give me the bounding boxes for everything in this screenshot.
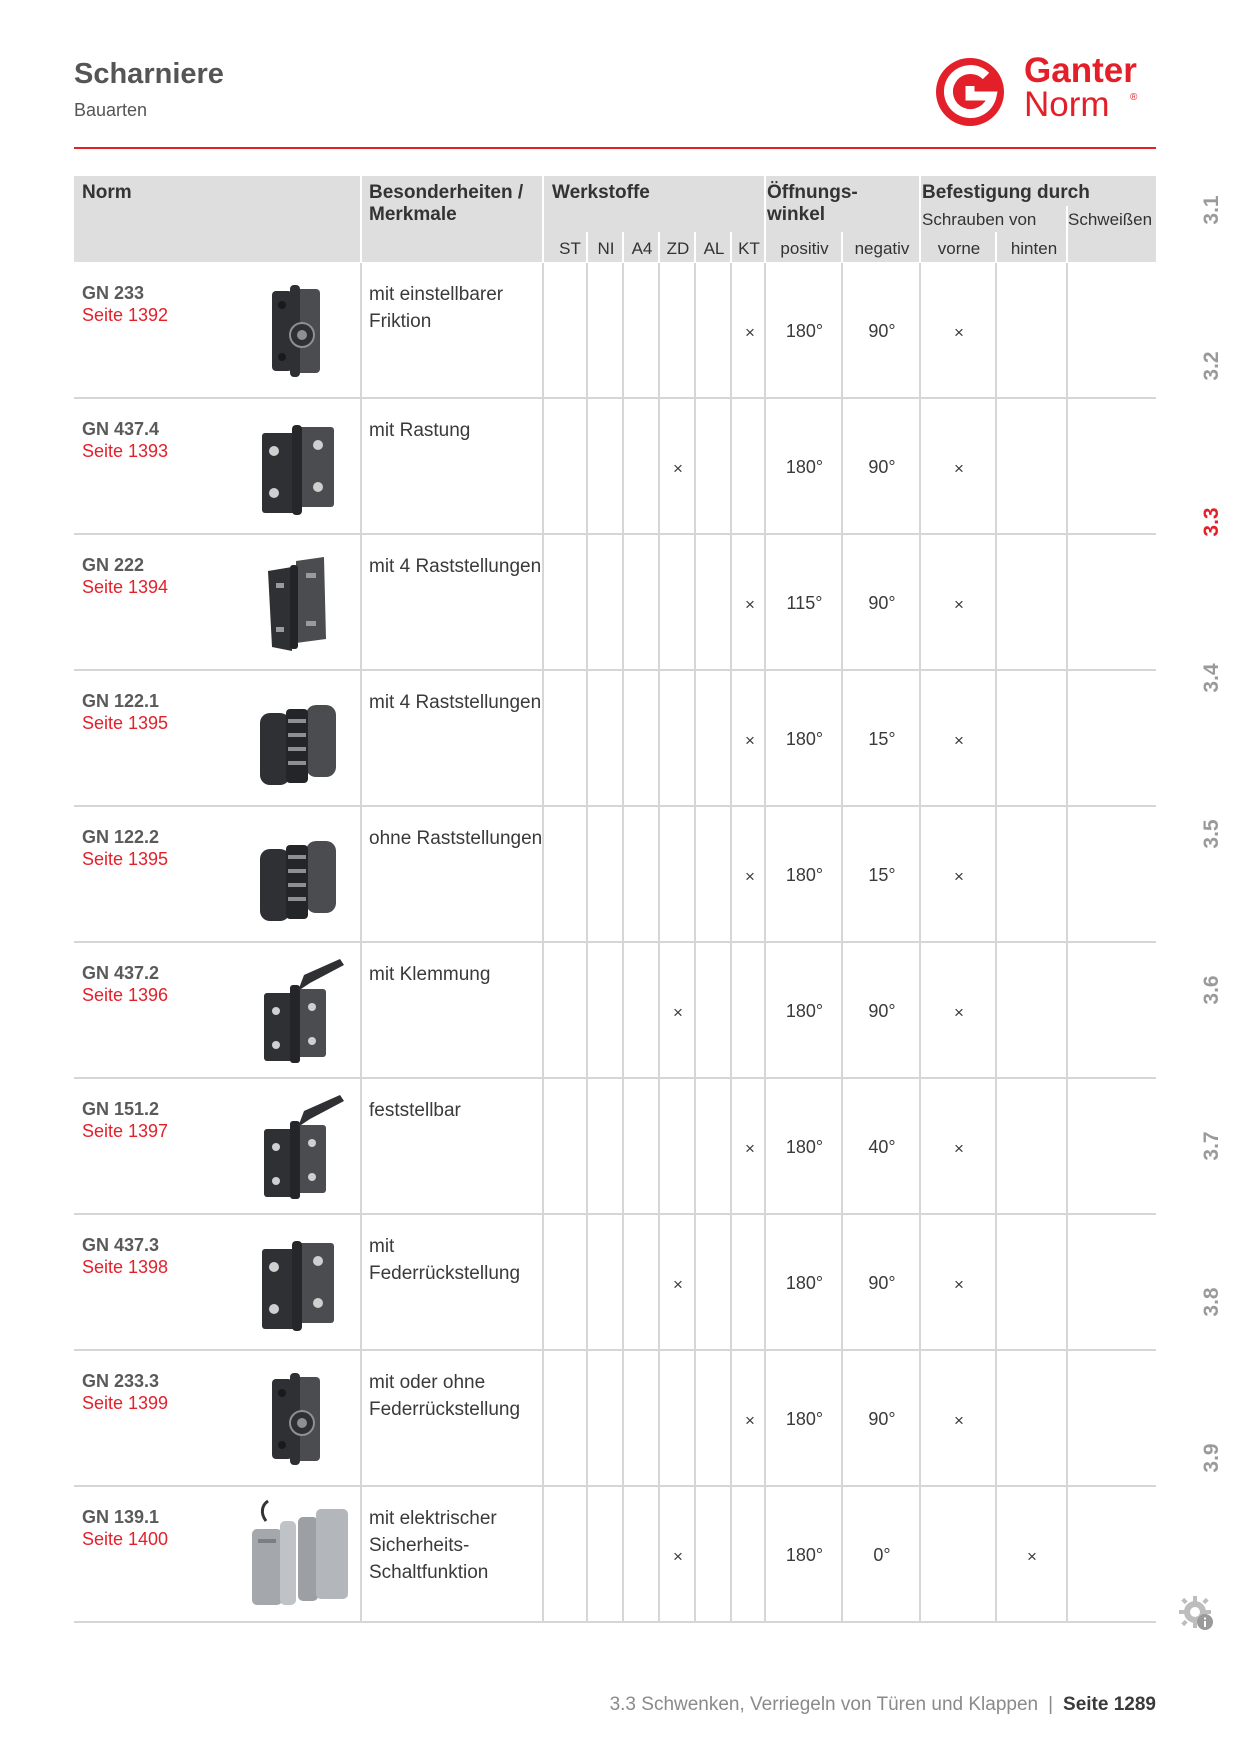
column-separator	[658, 1079, 660, 1213]
column-separator	[1066, 1215, 1068, 1349]
header-separator	[586, 232, 588, 262]
product-code: GN 122.2	[82, 827, 160, 847]
column-separator	[586, 1215, 588, 1349]
product-code: GN 139.1	[82, 1507, 160, 1527]
header-material-st: ST	[559, 239, 581, 258]
header-features-line1: Besonderheiten /	[369, 182, 524, 203]
mounting-mark: ×	[954, 867, 964, 886]
ganter-norm-logo[interactable]	[934, 52, 1164, 130]
angle-negative: 90°	[868, 457, 896, 477]
hinge-block-icon	[232, 1227, 362, 1339]
column-separator	[1066, 399, 1068, 533]
column-separator	[586, 1487, 588, 1621]
material-mark: ×	[745, 323, 755, 342]
hinge-lever-icon	[232, 955, 362, 1067]
header-material-ni: NI	[597, 239, 615, 258]
angle-negative: 0°	[873, 1545, 891, 1565]
column-separator	[622, 1079, 624, 1213]
column-separator	[1066, 671, 1068, 805]
column-separator	[694, 671, 696, 805]
chapter-tab[interactable]: 3.9	[1200, 1443, 1223, 1473]
header-divider	[74, 147, 1156, 149]
table-row	[74, 1351, 1156, 1487]
hinge-block-icon	[232, 411, 362, 523]
column-separator	[622, 1487, 624, 1621]
table-row	[74, 807, 1156, 943]
material-mark: ×	[673, 1275, 683, 1294]
material-mark: ×	[745, 1139, 755, 1158]
column-separator	[1066, 535, 1068, 669]
mounting-mark: ×	[954, 731, 964, 750]
footer-separator: |	[1048, 1694, 1054, 1715]
chapter-tab[interactable]: 3.4	[1200, 663, 1223, 693]
logo-word-norm: Norm	[1024, 85, 1110, 124]
mounting-mark: ×	[1027, 1547, 1037, 1566]
table-row	[74, 263, 1156, 399]
header-material-a4: A4	[631, 239, 653, 258]
chapter-tab[interactable]: 3.5	[1200, 819, 1223, 849]
mounting-mark: ×	[954, 595, 964, 614]
mounting-mark: ×	[954, 1411, 964, 1430]
product-code: GN 437.4	[82, 419, 160, 439]
chapter-tab[interactable]: 3.6	[1200, 975, 1223, 1005]
header-separator	[658, 232, 660, 262]
page-reference-link[interactable]: Seite 1399	[82, 1393, 169, 1413]
header-separator	[841, 232, 843, 262]
page-reference-link[interactable]: Seite 1398	[82, 1257, 169, 1277]
column-separator	[658, 535, 660, 669]
page-reference-link[interactable]: Seite 1395	[82, 713, 169, 733]
column-separator	[586, 535, 588, 669]
header-angle-line1: Öffnungs-	[767, 182, 858, 203]
column-separator	[622, 807, 624, 941]
column-separator	[1066, 263, 1068, 397]
angle-positive: 180°	[785, 865, 824, 885]
column-separator	[730, 943, 732, 1077]
feature-text: mit 4 Raststellungen	[369, 556, 542, 577]
column-separator	[658, 807, 660, 941]
hinge-rounded-icon	[232, 819, 362, 931]
header-material-kt: KT	[738, 239, 760, 258]
feature-text: mit 4 Raststellungen	[369, 692, 542, 713]
logo-registered-mark: ®	[1130, 92, 1138, 103]
page-reference-link[interactable]: Seite 1393	[82, 441, 169, 461]
angle-positive: 180°	[785, 321, 824, 341]
angle-positive: 180°	[785, 729, 824, 749]
angle-negative: 90°	[868, 1273, 896, 1293]
material-mark: ×	[673, 459, 683, 478]
column-separator	[694, 807, 696, 941]
page-subtitle: Bauarten	[74, 100, 148, 120]
material-mark: ×	[745, 1411, 755, 1430]
column-separator	[730, 399, 732, 533]
page-reference-link[interactable]: Seite 1397	[82, 1121, 169, 1141]
table-row	[74, 943, 1156, 1079]
column-separator	[586, 263, 588, 397]
footer-page-number: Seite 1289	[1063, 1694, 1156, 1715]
page-reference-link[interactable]: Seite 1395	[82, 849, 169, 869]
footer-section: 3.3 Schwenken, Verriegeln von Türen und Klappen	[609, 1694, 1039, 1715]
column-separator	[622, 1215, 624, 1349]
column-separator	[694, 1079, 696, 1213]
mounting-mark: ×	[954, 459, 964, 478]
column-separator	[658, 1351, 660, 1485]
hinge-flat-icon	[232, 547, 362, 659]
mounting-mark: ×	[954, 1275, 964, 1294]
angle-positive: 115°	[786, 593, 823, 613]
header-screws: Schrauben von	[922, 210, 1037, 229]
column-separator	[622, 535, 624, 669]
safety-switch-hinge-icon	[232, 1499, 362, 1611]
chapter-tab[interactable]: 3.2	[1200, 351, 1223, 381]
angle-negative: 15°	[868, 865, 896, 885]
material-mark: ×	[745, 731, 755, 750]
chapter-tab[interactable]: 3.1	[1200, 195, 1223, 225]
column-separator	[622, 399, 624, 533]
chapter-tab[interactable]: 3.8	[1200, 1287, 1223, 1317]
column-separator	[622, 1351, 624, 1485]
column-separator	[730, 1215, 732, 1349]
table-row	[74, 1487, 1156, 1623]
material-mark: ×	[745, 595, 755, 614]
angle-positive: 180°	[785, 1273, 824, 1293]
column-separator	[586, 943, 588, 1077]
chapter-tab[interactable]: 3.7	[1200, 1131, 1223, 1161]
header-features-line2: Merkmale	[369, 204, 457, 225]
column-separator	[622, 263, 624, 397]
angle-positive: 180°	[785, 1545, 824, 1565]
column-separator	[694, 1351, 696, 1485]
feature-text: mit elektrischer Sicherheits-Schaltfunktion	[369, 1508, 497, 1583]
feature-text: mit Klemmung	[369, 964, 491, 985]
column-separator	[658, 671, 660, 805]
header-angle-line2: winkel	[767, 204, 826, 225]
angle-negative: 90°	[868, 1001, 896, 1021]
header-material-zd: ZD	[666, 239, 690, 258]
angle-negative: 90°	[868, 321, 896, 341]
page-footer	[610, 1694, 1156, 1716]
angle-negative: 15°	[868, 729, 896, 749]
mounting-mark: ×	[954, 323, 964, 342]
feature-text: ohne Raststellungen	[369, 828, 543, 849]
page-title: Scharniere	[74, 58, 224, 90]
column-separator	[658, 263, 660, 397]
header-separator	[730, 232, 732, 262]
angle-positive: 180°	[785, 457, 824, 477]
angle-negative: 40°	[868, 1137, 896, 1157]
product-code: GN 233.3	[82, 1371, 160, 1391]
material-mark: ×	[673, 1547, 683, 1566]
column-separator	[586, 1079, 588, 1213]
feature-text: mit einstellbarer Friktion	[369, 284, 504, 332]
product-code: GN 122.1	[82, 691, 160, 711]
column-separator	[586, 671, 588, 805]
column-separator	[730, 1487, 732, 1621]
column-separator	[1066, 807, 1068, 941]
mounting-mark: ×	[954, 1003, 964, 1022]
header-separator	[764, 176, 766, 262]
header-separator	[919, 176, 921, 262]
feature-text: feststellbar	[369, 1100, 461, 1121]
material-mark: ×	[745, 867, 755, 886]
column-separator	[586, 1351, 588, 1485]
product-code: GN 222	[82, 555, 145, 575]
mounting-mark: ×	[954, 1139, 964, 1158]
header-separator	[360, 176, 362, 262]
column-separator	[622, 671, 624, 805]
header-welding: Schweißen	[1068, 210, 1153, 229]
header-separator	[542, 176, 544, 262]
header-separator	[694, 232, 696, 262]
hinge-rounded-icon	[232, 683, 362, 795]
table-row	[74, 1215, 1156, 1351]
product-code: GN 151.2	[82, 1099, 160, 1119]
chapter-tab[interactable]: 3.3	[1200, 507, 1223, 537]
header-mounting: Befestigung durch	[922, 182, 1090, 203]
feature-text: mit Rastung	[369, 420, 471, 441]
table-row	[74, 399, 1156, 535]
header-separator	[1066, 206, 1068, 262]
hinge-lever-icon	[232, 1091, 362, 1203]
column-separator	[1066, 1351, 1068, 1485]
gear-info-icon[interactable]	[1178, 1594, 1216, 1632]
angle-negative: 90°	[868, 1409, 896, 1429]
angle-positive: 180°	[785, 1001, 824, 1021]
table-row	[74, 535, 1156, 671]
table-row	[74, 671, 1156, 807]
hinge-eccentric-icon	[232, 1363, 362, 1475]
product-code: GN 437.2	[82, 963, 160, 983]
header-positive: positiv	[780, 239, 829, 258]
page-reference-link[interactable]: Seite 1400	[82, 1529, 169, 1549]
feature-text: mit oder ohne Federrückstellung	[369, 1372, 521, 1420]
header-materials: Werkstoffe	[552, 182, 650, 203]
column-separator	[1066, 1079, 1068, 1213]
column-separator	[586, 807, 588, 941]
product-code: GN 233	[82, 283, 145, 303]
header-norm: Norm	[82, 182, 132, 203]
page-reference-link[interactable]: Seite 1396	[82, 985, 169, 1005]
column-separator	[694, 263, 696, 397]
header-back: hinten	[1010, 239, 1058, 258]
header-negative: negativ	[854, 239, 910, 258]
column-separator	[694, 535, 696, 669]
column-separator	[622, 943, 624, 1077]
table-header	[74, 176, 1156, 262]
header-front: vorne	[937, 239, 981, 258]
column-separator	[586, 399, 588, 533]
angle-positive: 180°	[785, 1409, 824, 1429]
hinge-eccentric-icon	[232, 275, 362, 387]
angle-negative: 90°	[868, 593, 896, 613]
page-reference-link[interactable]: Seite 1394	[82, 577, 169, 597]
logo-word-ganter: Ganter	[1024, 51, 1137, 90]
page-reference-link[interactable]: Seite 1392	[82, 305, 169, 325]
column-separator	[1066, 943, 1068, 1077]
header-material-al: AL	[703, 239, 725, 258]
product-code: GN 437.3	[82, 1235, 160, 1255]
ganter-logo-icon	[934, 56, 1006, 128]
feature-text: mit Federrückstellung	[369, 1236, 521, 1284]
angle-positive: 180°	[785, 1137, 824, 1157]
header-separator	[622, 232, 624, 262]
header-separator	[995, 232, 997, 262]
material-mark: ×	[673, 1003, 683, 1022]
table-row	[74, 1079, 1156, 1215]
